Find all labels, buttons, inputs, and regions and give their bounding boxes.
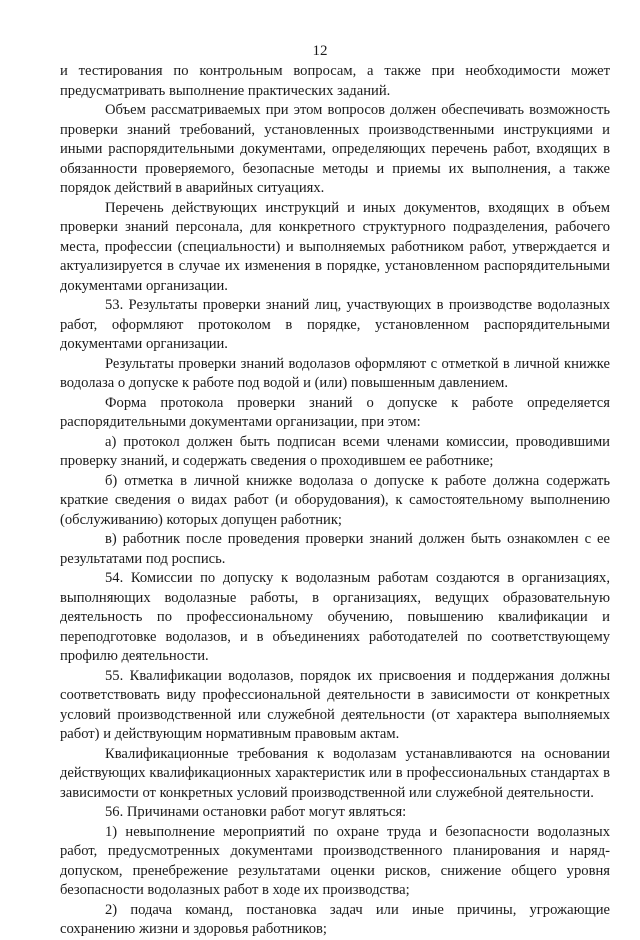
page-number: 12 bbox=[312, 43, 328, 59]
paragraph-instructions-list: Перечень действующих инструкций и иных документов, входящих в объем проверки знаний персонала, для конкретного структурного подразделения, рабочего места, профессии (специальности) и выполняемых работником работ, утверждается и актуализируется в случае их изменения в порядке, установленном распорядительными документами организации. bbox=[60, 199, 610, 294]
paragraph-qualification-requirements: Квалификационные требования к водолазам устанавливаются на основании действующих квалификационных характеристик или в профессиональных стандартах в зависимости от конкретных условий производственной или служебной деятельности. bbox=[60, 745, 610, 801]
paragraph-diver-results: Результаты проверки знаний водолазов оформляют с отметкой в личной книжке водолаза о допуске к работе под водой и (или) повышенным давлением. bbox=[60, 355, 610, 391]
list-item-b: б) отметка в личной книжке водолаза о допуске к работе должна содержать краткие сведения о видах работ (и оборудования), к самостоятельному выполнению (обслуживанию) которых допущен работник; bbox=[60, 472, 610, 528]
list-item-v: в) работник после проведения проверки знаний должен быть ознакомлен с ее результатами под роспись. bbox=[60, 531, 610, 567]
clause-53: 53. Результаты проверки знаний лиц, участвующих в производстве водолазных работ, оформляют протоколом в порядке, установленном распорядительными документами организации. bbox=[60, 297, 610, 352]
document-body bbox=[60, 62, 610, 940]
list-item-1: 1) невыполнение мероприятий по охране труда и безопасности водолазных работ, предусмотренных документами производственного планирования и наряд-допуском, пренебрежение результатами оценки рисков, снижение общего уровня безопасности водолазных работ в ходе их производства; bbox=[60, 823, 610, 898]
clause-54: 54. Комиссии по допуску к водолазным работам создаются в организациях, выполняющих водолазные работы, в организациях, ведущих образовательную деятельность по профессиональному обучению, повышению квалификации и переподготовке водолазов, и в объединениях работодателей по соответствующему профилю деятельности. bbox=[60, 570, 610, 664]
paragraph-scope: Объем рассматриваемых при этом вопросов должен обеспечивать возможность проверки знаний требований, установленных производственными инструкциями и иными распорядительными документами, определяющих перечень работ, входящих в обязанности проверяемого, безопасные методы и приемы их выполнения, а также порядок действий в аварийных ситуациях. bbox=[60, 102, 610, 196]
list-item-2: 2) подача команд, постановка задач или иные причины, угрожающие сохранению жизни и здоровья работников; bbox=[60, 901, 610, 937]
list-item-a: а) протокол должен быть подписан всеми членами комиссии, проводившими проверку знаний, и содержать сведения о проходившем ее работнике; bbox=[60, 433, 610, 469]
clause-56: 56. Причинами остановки работ могут являться: bbox=[105, 804, 407, 820]
clause-55: 55. Квалификации водолазов, порядок их присвоения и поддержания должны соответствовать виду профессиональной деятельности в зависимости от конкретных условий производственной или служебной деятельности (от характера выполняемых работ) и действующим нормативным правовым актам. bbox=[60, 667, 610, 742]
paragraph-continuation: и тестирования по контрольным вопросам, а также при необходимости может предусматривать выполнение практических заданий. bbox=[60, 63, 610, 99]
paragraph-protocol-form: Форма протокола проверки знаний о допуске к работе определяется распорядительными документами организации, при этом: bbox=[60, 394, 610, 430]
